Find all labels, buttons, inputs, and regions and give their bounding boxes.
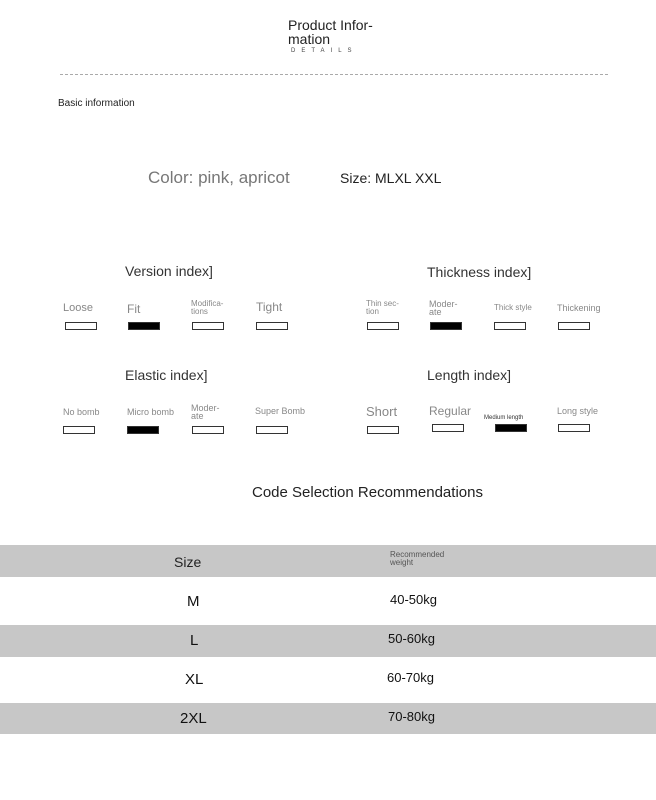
length-option-label: Long style bbox=[557, 406, 599, 416]
divider bbox=[60, 74, 608, 75]
thickness-option-label: Moder-ate bbox=[429, 299, 458, 317]
thickness-option-label: Thick style bbox=[494, 303, 532, 312]
thickness-index-title: Thickness index] bbox=[427, 264, 532, 280]
size-info: Size: MLXL XXL bbox=[340, 170, 442, 186]
thickness-option-label: Thin sec-tion bbox=[366, 299, 399, 316]
section-label: Basic information bbox=[58, 98, 135, 109]
version-option-label: Modifica-tions bbox=[191, 299, 224, 316]
table-cell-size: XL bbox=[185, 671, 204, 688]
elastic-option-label: Moder-ate bbox=[191, 403, 220, 421]
length-option-box-selected bbox=[495, 424, 527, 432]
elastic-option-box bbox=[256, 426, 288, 434]
length-option-box bbox=[432, 424, 464, 432]
table-cell-weight: 40-50kg bbox=[390, 592, 437, 607]
table-header-weight: Recommended weight bbox=[390, 550, 445, 567]
elastic-option-box bbox=[63, 426, 95, 434]
version-option-label: Tight bbox=[256, 300, 283, 314]
elastic-option-label: No bomb bbox=[63, 407, 100, 417]
version-option-label: Loose bbox=[63, 302, 93, 314]
version-option-box bbox=[256, 322, 288, 330]
length-index-title: Length index] bbox=[427, 367, 512, 383]
version-option-label: Fit bbox=[127, 302, 141, 316]
table-cell-weight: 50-60kg bbox=[388, 631, 435, 646]
thickness-option-box bbox=[558, 322, 590, 330]
version-option-box-selected bbox=[128, 322, 160, 330]
color-info: Color: pink, apricot bbox=[148, 168, 290, 187]
table-row bbox=[0, 577, 656, 625]
code-selection-title: Code Selection Recommendations bbox=[252, 484, 483, 501]
table-header-row bbox=[0, 545, 656, 577]
elastic-option-label: Micro bomb bbox=[127, 407, 175, 417]
length-option-label: Short bbox=[366, 404, 398, 419]
version-option-box bbox=[192, 322, 224, 330]
elastic-option-label: Super Bomb bbox=[255, 406, 306, 416]
table-row bbox=[0, 657, 656, 703]
table-cell-size: 2XL bbox=[180, 710, 207, 727]
length-option-label: Regular bbox=[429, 404, 472, 418]
table-header-size: Size bbox=[174, 554, 202, 570]
elastic-option-box-selected bbox=[127, 426, 159, 434]
thickness-option-box-selected bbox=[430, 322, 462, 330]
table-cell-weight: 60-70kg bbox=[387, 670, 434, 685]
elastic-index-title: Elastic index] bbox=[125, 367, 208, 383]
thickness-option-box bbox=[494, 322, 526, 330]
length-option-box bbox=[558, 424, 590, 432]
table-cell-size: L bbox=[190, 632, 199, 649]
length-option-label: Medium length bbox=[484, 415, 524, 421]
table-cell-size: M bbox=[187, 593, 200, 610]
table-cell-weight: 70-80kg bbox=[388, 709, 435, 724]
page-subtitle: DETAILS bbox=[291, 48, 358, 54]
version-option-box bbox=[65, 322, 97, 330]
table-row bbox=[0, 703, 656, 734]
thickness-option-label: Thickening bbox=[557, 303, 601, 313]
table-row bbox=[0, 625, 656, 657]
page-title: Product Infor-mation bbox=[288, 17, 373, 47]
thickness-option-box bbox=[367, 322, 399, 330]
length-option-box bbox=[367, 426, 399, 434]
elastic-option-box bbox=[192, 426, 224, 434]
version-index-title: Version index] bbox=[125, 263, 213, 279]
